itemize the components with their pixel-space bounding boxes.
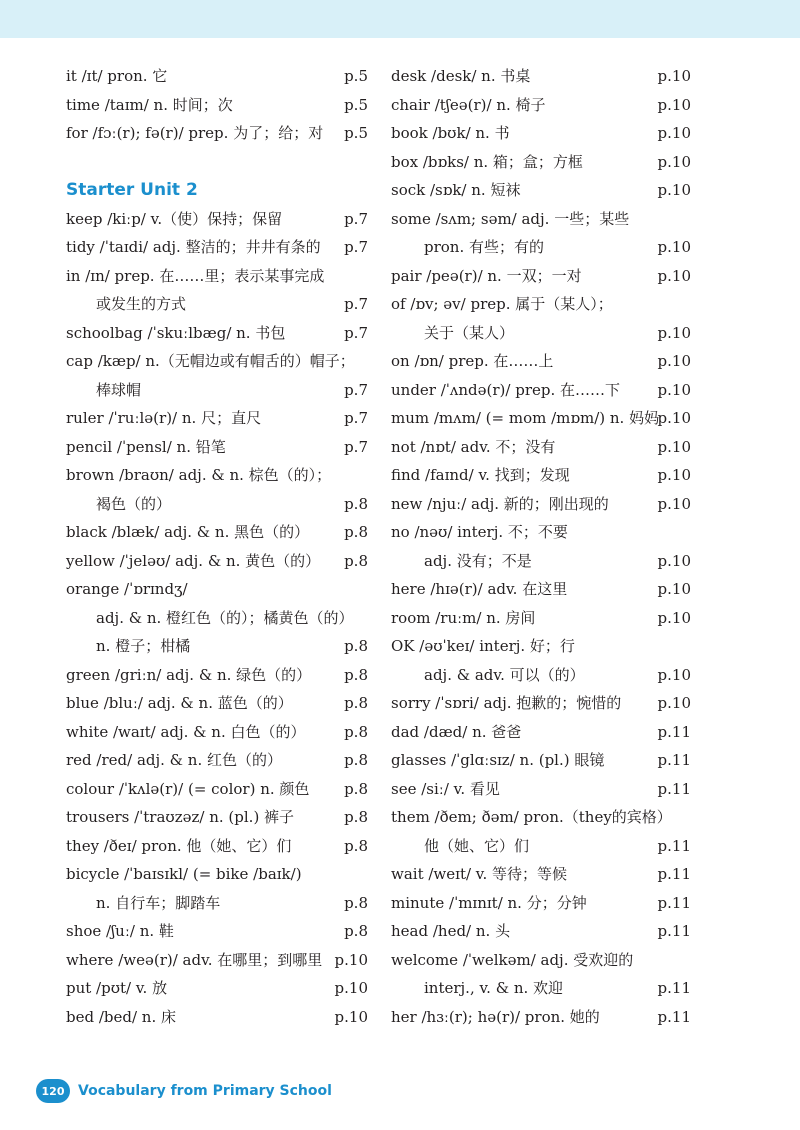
page-reference: p.8 [344,751,368,769]
page-reference: p.10 [657,352,691,370]
vocab-entry [66,974,368,1003]
vocab-entry-text: new /njuː/ adj. 新的；刚出现的 [391,494,609,513]
right-vocabulary-column [391,62,691,1031]
vocab-entry [391,575,691,604]
vocab-entry-text: 他（她、它）们 [424,836,530,855]
page-reference: p.10 [657,95,691,114]
vocab-entry-text: adj. & n. 橙红色（的）；橘黄色（的） [96,608,354,627]
vocab-entry-text: keep /kiːp/ v.（使）保持；保留 [66,209,283,228]
vocab-entry [66,689,368,718]
vocab-entry-text: n. 橙子；柑橘 [96,637,191,655]
vocab-entry [66,775,368,804]
vocab-entry-text: 或发生的方式 [96,295,187,313]
vocab-entry [391,860,691,889]
vocab-entry [391,376,691,405]
vocab-entry [391,205,691,234]
vocab-entry-text: under /ˈʌndə(r)/ prep. 在……下 [391,380,621,399]
vocab-entry-continuation [66,632,368,661]
vocab-entry-text: find /faɪnd/ v. 找到；发现 [391,466,570,484]
vocab-entry-text: OK /əʊˈkeɪ/ interj. 好；行 [391,637,575,655]
page-reference: p.11 [657,893,691,912]
vocab-entry-text: where /weə(r)/ adv. 在哪里；到哪里 [66,950,323,969]
vocab-entry [391,176,691,205]
vocab-entry-text: cap /kæp/ n.（无帽边或有帽舌的）帽子； [66,352,355,370]
vocab-entry-text: for /fɔː(r); fə(r)/ prep. 为了；给；对 [66,124,324,142]
vocab-entry [66,433,368,462]
vocab-entry-text: brown /braʊn/ adj. & n. 棕色（的）； [66,466,332,484]
page-reference: p.8 [344,551,368,570]
vocab-entry-text: colour /ˈkʌlə(r)/ (= color) n. 颜色 [66,779,310,798]
vocab-entry-text: white /waɪt/ adj. & n. 白色（的） [66,722,306,741]
page-reference: p.10 [657,665,691,684]
page-reference: p.10 [657,238,691,256]
vocab-entry-text: interj., v. & n. 欢迎 [424,979,564,997]
vocab-entry-text: no /nəʊ/ interj. 不；不要 [391,523,568,541]
vocab-entry-text: adj. & adv. 可以（的） [424,665,585,684]
vocab-entry [66,347,368,376]
vocab-entry-text: glasses /ˈglɑːsɪz/ n. (pl.) 眼镜 [391,751,605,769]
vocab-entry-text: not /nɒt/ adv. 不；没有 [391,437,556,456]
page-number-badge: 120 [36,1079,70,1103]
vocab-entry-text: blue /bluː/ adj. & n. 蓝色（的） [66,694,293,712]
vocab-entry [66,803,368,832]
page-reference: p.7 [344,209,368,228]
page-reference: p.10 [657,494,691,513]
page-reference: p.10 [657,580,691,598]
vocab-entry [391,290,691,319]
page-reference: p.7 [344,238,368,256]
vocab-entry-text: tidy /ˈtaɪdi/ adj. 整洁的；井井有条的 [66,238,321,256]
footer-title: Vocabulary from Primary School [78,1083,332,1099]
vocab-entry-text: desk /desk/ n. 书桌 [391,67,531,85]
page-reference: p.8 [344,808,368,826]
vocab-entry-text: them /ðem; ðəm/ pron.（they的宾格） [391,808,672,826]
vocab-entry [66,746,368,775]
page-reference: p.11 [657,1007,691,1026]
vocab-entry [66,262,368,291]
vocab-entry-text: trousers /ˈtraʊzəz/ n. (pl.) 裤子 [66,808,295,826]
vocab-entry-text: in /ɪn/ prep. 在……里；表示某事完成 [66,266,325,285]
vocab-entry-continuation [66,490,368,519]
vocab-entry-continuation [66,889,368,918]
page-reference: p.10 [657,466,691,484]
vocab-entry [391,1003,691,1032]
vocab-entry-continuation [391,319,691,348]
vocab-entry [66,319,368,348]
vocab-entry-text: welcome /ˈwelkəm/ adj. 受欢迎的 [391,950,634,969]
vocab-entry [66,661,368,690]
vocab-entry-text: see /siː/ v. 看见 [391,779,500,798]
vocab-entry-text: sorry /ˈsɒri/ adj. 抱歉的；惋惜的 [391,694,622,712]
vocab-entry [391,148,691,177]
vocab-entry-text: yellow /ˈjeləʊ/ adj. & n. 黄色（的） [66,551,321,570]
unit-heading-row [66,148,368,205]
vocab-entry [66,233,368,262]
vocab-entry-text: orange /ˈɒrɪndʒ/ [66,580,188,598]
vocab-entry [66,547,368,576]
vocab-entry-text: here /hɪə(r)/ adv. 在这里 [391,580,568,598]
vocab-entry [391,62,691,91]
vocab-entry [391,946,691,975]
vocab-entry-continuation [391,974,691,1003]
vocab-entry-text: pencil /ˈpensl/ n. 铅笔 [66,437,226,456]
vocab-entry-text: mum /mʌm/ (= mom /mɒm/) n. 妈妈 [391,409,660,427]
vocab-entry-text: room /ruːm/ n. 房间 [391,608,536,627]
vocab-entry [391,461,691,490]
vocab-entry [66,62,368,91]
vocab-entry [391,889,691,918]
vocab-entry-text: put /pʊt/ v. 放 [66,979,168,997]
page-reference: p.10 [657,266,691,285]
vocab-entry [391,803,691,832]
vocab-entry [391,917,691,946]
vocab-entry-text: some /sʌm; səm/ adj. 一些；某些 [391,209,630,228]
vocab-entry [391,262,691,291]
page-footer [36,1077,332,1105]
vocab-entry-text: book /bʊk/ n. 书 [391,124,510,142]
vocab-entry-text: adj. 没有；不是 [424,551,532,570]
vocab-entry [391,119,691,148]
vocab-entry [391,347,691,376]
vocab-entry [391,604,691,633]
vocab-entry-text: pron. 有些；有的 [424,238,545,256]
vocab-entry-text: black /blæk/ adj. & n. 黑色（的） [66,523,310,541]
page-reference: p.8 [344,523,368,541]
page-reference: p.8 [344,722,368,741]
vocab-entry [66,91,368,120]
vocab-entry [66,461,368,490]
page-reference: p.8 [344,922,368,940]
page-reference: p.10 [657,409,691,427]
vocab-entry-text: red /red/ adj. & n. 红色（的） [66,751,282,769]
page-reference: p.10 [657,181,691,199]
vocab-entry [391,689,691,718]
vocab-entry-text: minute /ˈmɪnɪt/ n. 分；分钟 [391,893,587,912]
page-reference: p.10 [334,979,368,997]
vocab-entry-continuation [66,290,368,319]
vocab-entry [66,832,368,861]
page-reference: p.11 [657,751,691,769]
vocab-entry [66,404,368,433]
page-reference: p.5 [344,67,368,85]
vocab-entry-text: time /taɪm/ n. 时间；次 [66,95,233,114]
vocab-entry [391,632,691,661]
page-reference: p.10 [657,67,691,85]
vocab-entry-text: pair /peə(r)/ n. 一双；一对 [391,266,582,285]
page-reference: p.8 [344,836,368,855]
unit-heading: Starter Unit 2 [66,180,198,200]
vocab-entry-text: on /ɒn/ prep. 在……上 [391,352,554,370]
page-reference: p.11 [657,722,691,741]
page-reference: p.8 [344,637,368,655]
page-reference: p.7 [344,295,368,313]
page-reference: p.11 [657,922,691,940]
page-reference: p.10 [657,380,691,399]
vocab-entry-text: shoe /ʃuː/ n. 鞋 [66,922,174,940]
vocab-entry-text: sock /sɒk/ n. 短袜 [391,181,521,199]
vocab-entry-text: they /ðeɪ/ pron. 他（她、它）们 [66,836,292,855]
vocab-entry [391,775,691,804]
vocab-entry-text: box /bɒks/ n. 箱；盒；方框 [391,152,583,171]
vocab-entry [391,91,691,120]
vocab-entry-text: ruler /ˈruːlə(r)/ n. 尺；直尺 [66,409,262,427]
vocab-entry [391,404,691,433]
vocab-entry [391,746,691,775]
page-reference: p.11 [657,836,691,855]
vocab-entry-text: n. 自行车；脚踏车 [96,893,221,912]
page-reference: p.10 [334,1007,368,1026]
vocab-entry-text: of /ɒv; əv/ prep. 属于（某人）； [391,295,613,313]
vocab-entry-text: it /ɪt/ pron. 它 [66,67,168,85]
page-reference: p.10 [657,694,691,712]
vocab-entry [66,205,368,234]
page-reference: p.8 [344,694,368,712]
page-reference: p.8 [344,779,368,798]
page-reference: p.5 [344,124,368,142]
vocab-entry [66,917,368,946]
page-reference: p.8 [344,665,368,684]
vocab-entry-text: dad /dæd/ n. 爸爸 [391,722,522,741]
page-reference: p.7 [344,323,368,342]
page-reference: p.10 [657,152,691,171]
vocab-entry-text: chair /tʃeə(r)/ n. 椅子 [391,95,546,114]
page-reference: p.7 [344,380,368,399]
page-reference: p.10 [657,323,691,342]
page-reference: p.11 [657,865,691,883]
vocab-entry [66,860,368,889]
vocab-entry [391,518,691,547]
vocab-entry-continuation [391,661,691,690]
page-reference: p.11 [657,979,691,997]
vocab-entry-text: 褐色（的） [96,494,172,513]
page-reference: p.10 [657,551,691,570]
vocab-entry [66,575,368,604]
vocab-entry-text: her /hɜː(r); hə(r)/ pron. 她的 [391,1007,600,1026]
page-reference: p.8 [344,893,368,912]
vocab-entry-text: 棒球帽 [96,380,142,399]
page-reference: p.10 [334,950,368,969]
page-reference: p.7 [344,409,368,427]
vocab-entry-text: bicycle /ˈbaɪsɪkl/ (= bike /baɪk/) [66,865,302,883]
vocab-entry-text: bed /bed/ n. 床 [66,1007,177,1026]
top-color-band [0,0,800,38]
vocab-entry-continuation [391,832,691,861]
page-reference: p.11 [657,779,691,798]
vocab-entry-continuation [66,376,368,405]
page-reference: p.8 [344,494,368,513]
vocab-entry-continuation [391,547,691,576]
vocab-entry [391,490,691,519]
vocab-entry [66,718,368,747]
vocab-entry [66,1003,368,1032]
vocab-entry [66,518,368,547]
page-reference: p.5 [344,95,368,114]
vocab-entry [391,718,691,747]
page-reference: p.10 [657,437,691,456]
vocab-entry-text: 关于（某人） [424,323,515,342]
vocab-entry [66,119,368,148]
vocab-entry-text: green /griːn/ adj. & n. 绿色（的） [66,665,312,684]
vocab-entry-continuation [66,604,368,633]
left-vocabulary-column [66,62,368,1031]
page-reference: p.10 [657,124,691,142]
vocab-entry [391,433,691,462]
vocab-entry-text: head /hed/ n. 头 [391,922,511,940]
page-reference: p.7 [344,437,368,456]
page-reference: p.10 [657,608,691,627]
vocab-entry-text: schoolbag /ˈskuːlbæg/ n. 书包 [66,323,286,342]
vocab-entry-continuation [391,233,691,262]
vocab-entry-text: wait /weɪt/ v. 等待；等候 [391,865,568,883]
vocab-entry [66,946,368,975]
